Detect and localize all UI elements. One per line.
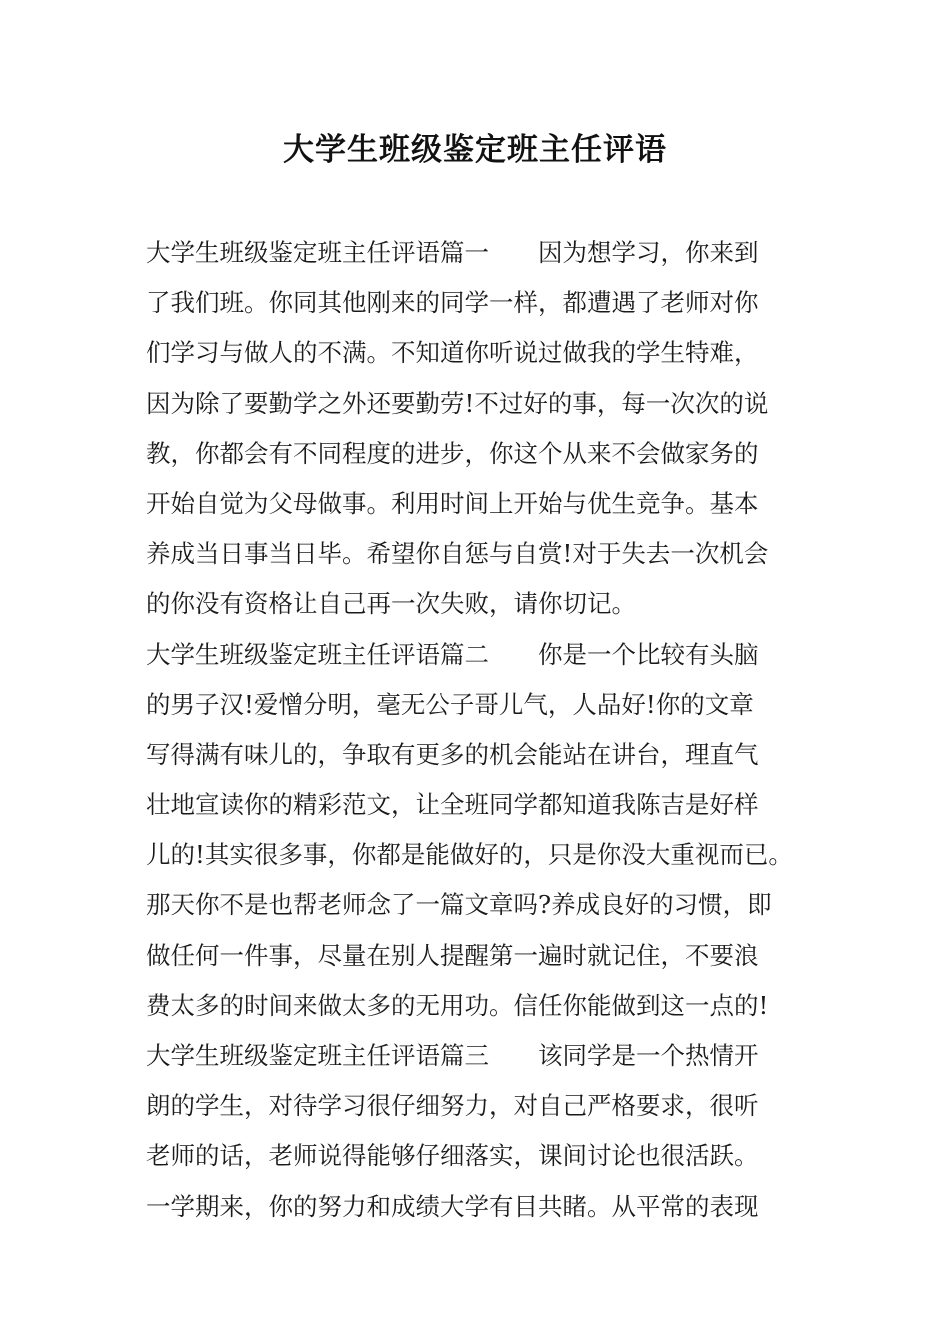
body-line: 写得满有味儿的，争取有更多的机会能站在讲台，理直气 bbox=[146, 739, 759, 769]
body-line: 的男子汉!爱憎分明，毫无公子哥儿气，人品好!你的文章 bbox=[146, 689, 754, 719]
body-line: 们学习与做人的不满。不知道你听说过做我的学生特难， bbox=[146, 338, 759, 368]
body-line: 了我们班。你同其他刚来的同学一样，都遭遇了老师对你 bbox=[146, 288, 759, 318]
document-body bbox=[146, 228, 826, 1232]
body-line: 做任何一件事，尽量在别人提醒第一遍时就记住，不要浪 bbox=[146, 940, 759, 970]
body-line: 费太多的时间来做太多的无用功。信任你能做到这一点的! bbox=[146, 990, 769, 1020]
body-line: 朗的学生，对待学习很仔细努力，对自己严格要求，很听 bbox=[146, 1091, 759, 1121]
body-line: 一学期来，你的努力和成绩大学有目共睹。从平常的表现 bbox=[146, 1191, 759, 1221]
body-line: 大学生班级鉴定班主任评语篇二 你是一个比较有头脑 bbox=[146, 639, 759, 669]
body-line: 大学生班级鉴定班主任评语篇一 因为想学习，你来到 bbox=[146, 238, 759, 267]
body-line: 开始自觉为父母做事。利用时间上开始与优生竞争。基本 bbox=[146, 488, 759, 518]
body-line: 大学生班级鉴定班主任评语篇三 该同学是一个热情开 bbox=[146, 1041, 759, 1070]
body-line: 的你没有资格让自己再一次失败，请你切记。 bbox=[146, 589, 636, 619]
body-line: 养成当日事当日毕。希望你自惩与自赏!对于失去一次机会 bbox=[146, 539, 769, 569]
body-line: 儿的!其实很多事，你都是能做好的，只是你没大重视而已。 bbox=[146, 840, 793, 870]
body-line: 壮地宣读你的精彩范文，让全班同学都知道我陈吉是好样 bbox=[146, 790, 759, 820]
body-line: 教，你都会有不同程度的进步，你这个从来不会做家务的 bbox=[146, 438, 759, 468]
document-title: 大学生班级鉴定班主任评语 bbox=[283, 132, 667, 168]
body-line: 因为除了要勤学之外还要勤劳!不过好的事，每一次次的说 bbox=[146, 388, 769, 418]
body-line: 老师的话，老师说得能够仔细落实，课间讨论也很活跃。 bbox=[146, 1141, 759, 1171]
body-line: 那天你不是也帮老师念了一篇文章吗?养成良好的习惯，即 bbox=[146, 890, 772, 920]
